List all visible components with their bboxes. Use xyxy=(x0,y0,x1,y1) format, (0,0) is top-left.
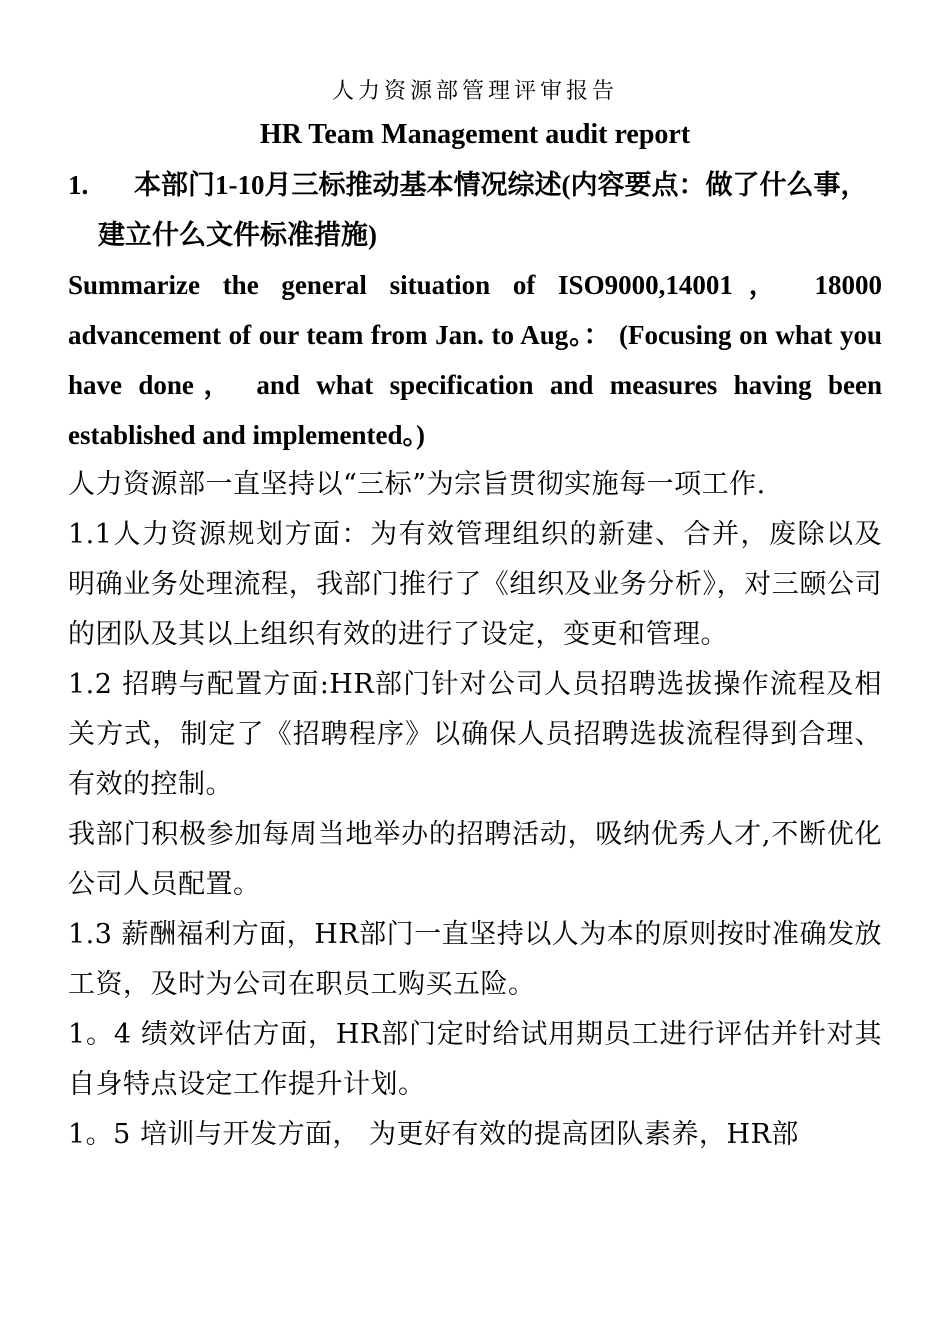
paragraph-1-2-recruitment: 1.2 招聘与配置方面:HR部门针对公司人员招聘选拔操作流程及相关方式，制定了《招聘程序》以确保人员招聘选拔流程得到合理、有效的控制。 xyxy=(68,669,882,800)
section-1-heading xyxy=(68,160,882,260)
paragraph-1-1-hr-planning: 1.1人力资源规划方面：为有效管理组织的新建、合并，废除以及明确业务处理流程，我部门推行了《组织及业务分析》，对三颐公司的团队及其以上组织有效的进行了设定，变更和管理。 xyxy=(68,519,882,650)
document-title: 人力资源部管理评审报告 xyxy=(331,79,618,104)
paragraph-1-5-training: 1。5 培训与开发方面， 为更好有效的提高团队素养，HR部 xyxy=(68,1119,799,1150)
document-subtitle: HR Team Management audit report xyxy=(259,119,691,150)
section-1-heading-text: 本部门1-10月三标推动基本情况综述(内容要点：做了什么事，建立什么文件标准措施) xyxy=(98,170,868,250)
document-page xyxy=(68,74,882,1160)
paragraph-intro: 人力资源部一直坚持以“三标”为宗旨贯彻实施每一项工作. xyxy=(68,469,766,500)
paragraph-1-4-performance: 1。4 绩效评估方面，HR部门定时给试用期员工进行评估并针对其自身特点设定工作提升计划。 xyxy=(68,1019,882,1100)
section-1-number: 1. xyxy=(68,170,89,200)
section-1-english-summary: Summarize the general situation of ISO9000,14001， 18000 advancement of our team from Jan. to Aug。： (Focusing on what you have done， and what specification and measures having been established and implemented。) xyxy=(68,270,882,450)
paragraph-1-3-compensation: 1.3 薪酬福利方面，HR部门一直坚持以人为本的原则按时准确发放工资，及时为公司在职员工购买五险。 xyxy=(68,919,882,1000)
paragraph-recruitment-activities: 我部门积极参加每周当地举办的招聘活动，吸纳优秀人才,不断优化公司人员配置。 xyxy=(68,819,882,900)
